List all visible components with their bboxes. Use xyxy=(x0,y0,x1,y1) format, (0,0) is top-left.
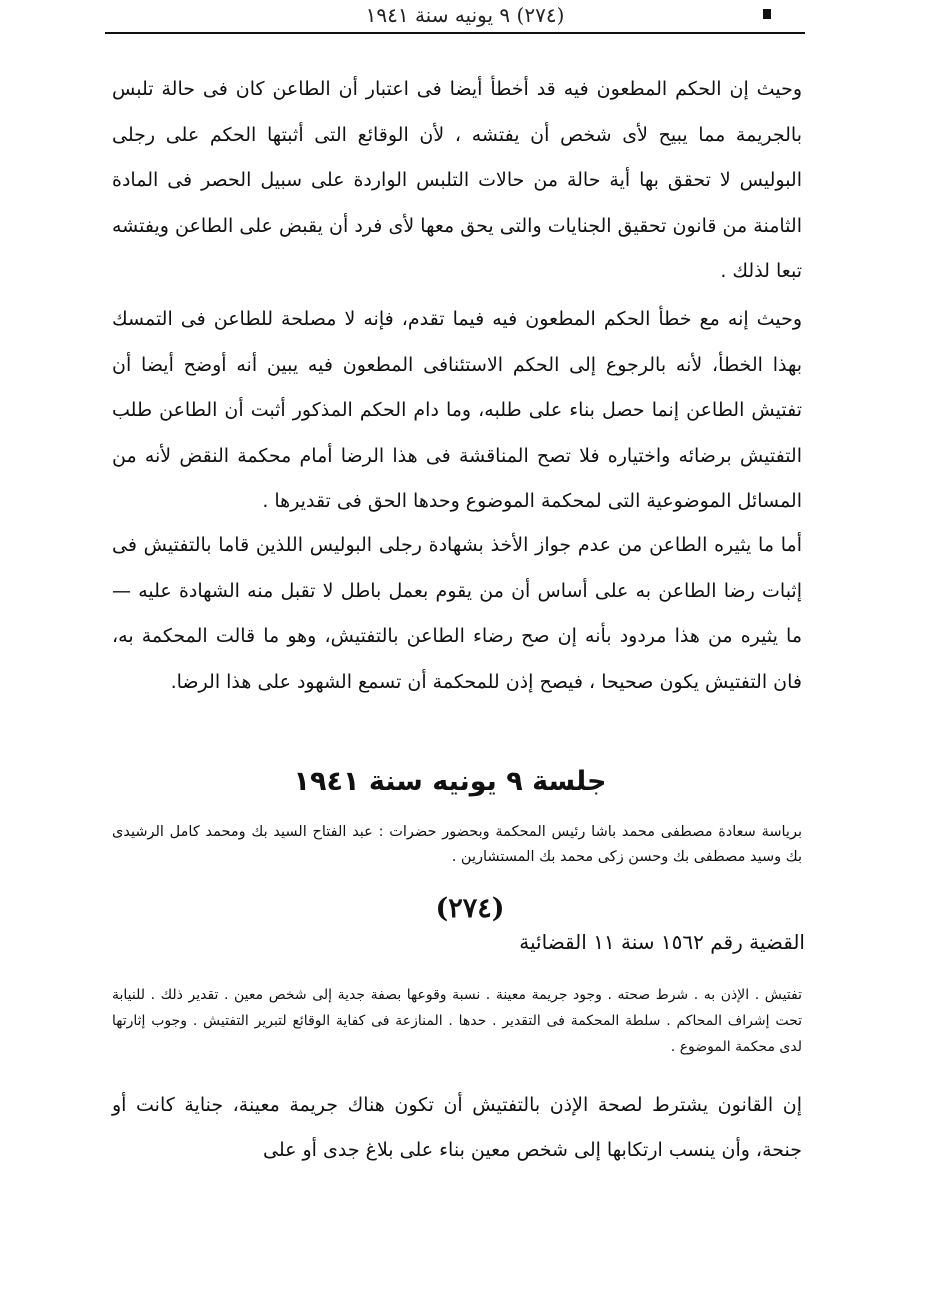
session-title: جلسة ٩ يونيه سنة ١٩٤١ xyxy=(293,766,607,797)
running-header: (٢٧٤) ٩ يونيه سنة ١٩٤١ xyxy=(365,3,565,27)
header-rule xyxy=(105,32,805,34)
case-number: (٢٧٤) xyxy=(435,893,505,924)
paragraph-2: وحيث إنه مع خطأ الحكم المطعون فيه فيما تقدم، فإنه لا مصلحة للطاعن فى التمسك بهذا الخطأ، لأنه بالرجوع إلى الحكم الاستئنافى المطعون فيه يبين أنه أوضح أيضا أن تفتيش الطاعن إنما حصل بناء على طلبه، وما دام الحكم المذكور أثبت أن الطاعن طلب التفتيش برضائه واختياره فلا تصح المناقشة فى هذا الرضا أمام محكمة النقض لأنه من المسائل الموضوعية التى لمحكمة الموضوع وحدها الحق فى تقديرها . xyxy=(112,308,802,512)
legal-principle: إن القانون يشترط لصحة الإذن بالتفتيش أن تكون هناك جريمة معينة، جناية كانت أو جنحة، وأن ينسب ارتكابها إلى شخص معين بناء على بلاغ جدى أو على xyxy=(112,1094,802,1161)
paragraph-3: أما ما يثيره الطاعن من عدم جواز الأخذ بشهادة رجلى البوليس اللذين قاما بالتفتيش فى إثبات رضا الطاعن به على أساس أن من يقوم بعمل باطل لا تقبل منه الشهادة عليه — ما يثيره من هذا مردود بأنه إن صح رضاء الطاعن بالتفتيش، وهو ما قالت المحكمة به، فان التفتيش يكون صحيحا ، فيصح إذن للمحكمة أن تسمع الشهود على هذا الرضا. xyxy=(112,534,802,693)
session-presidency: برياسة سعادة مصطفى محمد باشا رئيس المحكمة وبحضور حضرات : عبد الفتاح السيد بك ومحمد كامل الرشيدى بك وسيد مصطفى بك وحسن زكى محمد بك المستشارين . xyxy=(112,824,802,865)
page-mark xyxy=(763,9,771,19)
paragraph-1: وحيث إن الحكم المطعون فيه قد أخطأ أيضا فى اعتبار أن الطاعن كان فى حالة تلبس بالجريمة مما يبيح لأى شخص أن يفتشه ، لأن الوقائع التى أثبتها الحكم على رجلى البوليس لا تحقق بها أية حالة من حالات التلبس الواردة على سبيل الحصر فى المادة الثامنة من قانون تحقيق الجنايات والتى يحق معها لأى فرد أن يقبض على الطاعن ويفتشه تبعا لذلك . xyxy=(112,78,802,282)
case-reference: القضية رقم ١٥٦٢ سنة ١١ القضائية xyxy=(519,930,805,954)
case-summary: تفتيش . الإذن به . شرط صحته . وجود جريمة معينة . نسبة وقوعها بصفة جدية إلى شخص معين . تقدير ذلك . للنيابة تحت إشراف المحاكم . سلطة المحكمة فى التقدير . حدها . المنازعة فى كفاية الوقائع لتبرير التفتيش . وجوب إثارتها لدى محكمة الموضوع . xyxy=(112,987,802,1055)
